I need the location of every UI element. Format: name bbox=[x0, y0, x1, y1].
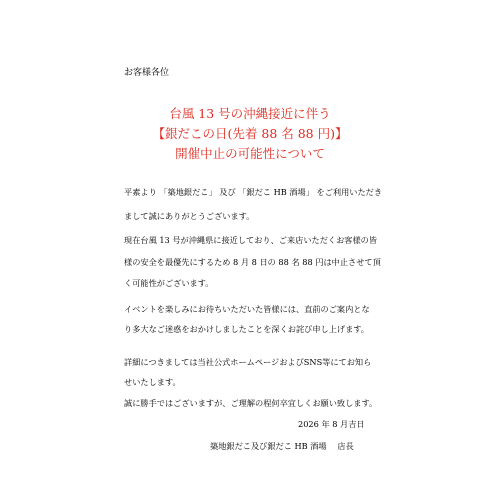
signature-date: 2026 年 8 月吉日 bbox=[298, 419, 365, 429]
signature-sender: 築地銀だこ及び銀だこ HB 酒場 店長 bbox=[210, 441, 354, 451]
body-p3-line-2: り多大なご迷惑をおかけしましたことを深くお詫び申し上げます。 bbox=[124, 324, 369, 334]
body-p4-line-1: 詳細につきましては当社公式ホームページおよびSNS等にてお知ら bbox=[124, 357, 372, 367]
title-line-2: 【銀だこの日(先着 88 名 88 円)】 bbox=[152, 126, 348, 141]
body-p4-line-2: せいたします。 bbox=[124, 377, 181, 387]
body-p1-line-1: 平素より 「築地銀だこ」 及び 「銀だこ HB 酒場」 をご利用いただき bbox=[124, 187, 383, 197]
title-line-3: 開催中止の可能性について bbox=[175, 146, 325, 161]
body-p2-line-1: 現在台風 13 号が沖縄県に接近しており、ご来店いただくお客様の皆 bbox=[124, 235, 378, 245]
body-p2-line-2: 様の安全を最優先にするため 8 月 8 日の 88 名 88 円は中止させて頂 bbox=[124, 257, 381, 267]
body-p3-line-1: イベントを楽しみにお待ちいただいた皆様には、直前のご案内とな bbox=[124, 304, 370, 314]
body-p1-line-2: まして誠にありがとうございます。 bbox=[124, 211, 255, 221]
body-p2-line-3: く可能性がございます。 bbox=[124, 278, 214, 288]
salutation: お客様各位 bbox=[124, 68, 170, 78]
body-p5-line-1: 誠に勝手ではございますが、ご理解の程何卒宜しくお願い致します。 bbox=[124, 398, 378, 408]
title-line-1: 台風 13 号の沖縄接近に伴う bbox=[169, 106, 331, 121]
notice-title bbox=[0, 104, 500, 164]
